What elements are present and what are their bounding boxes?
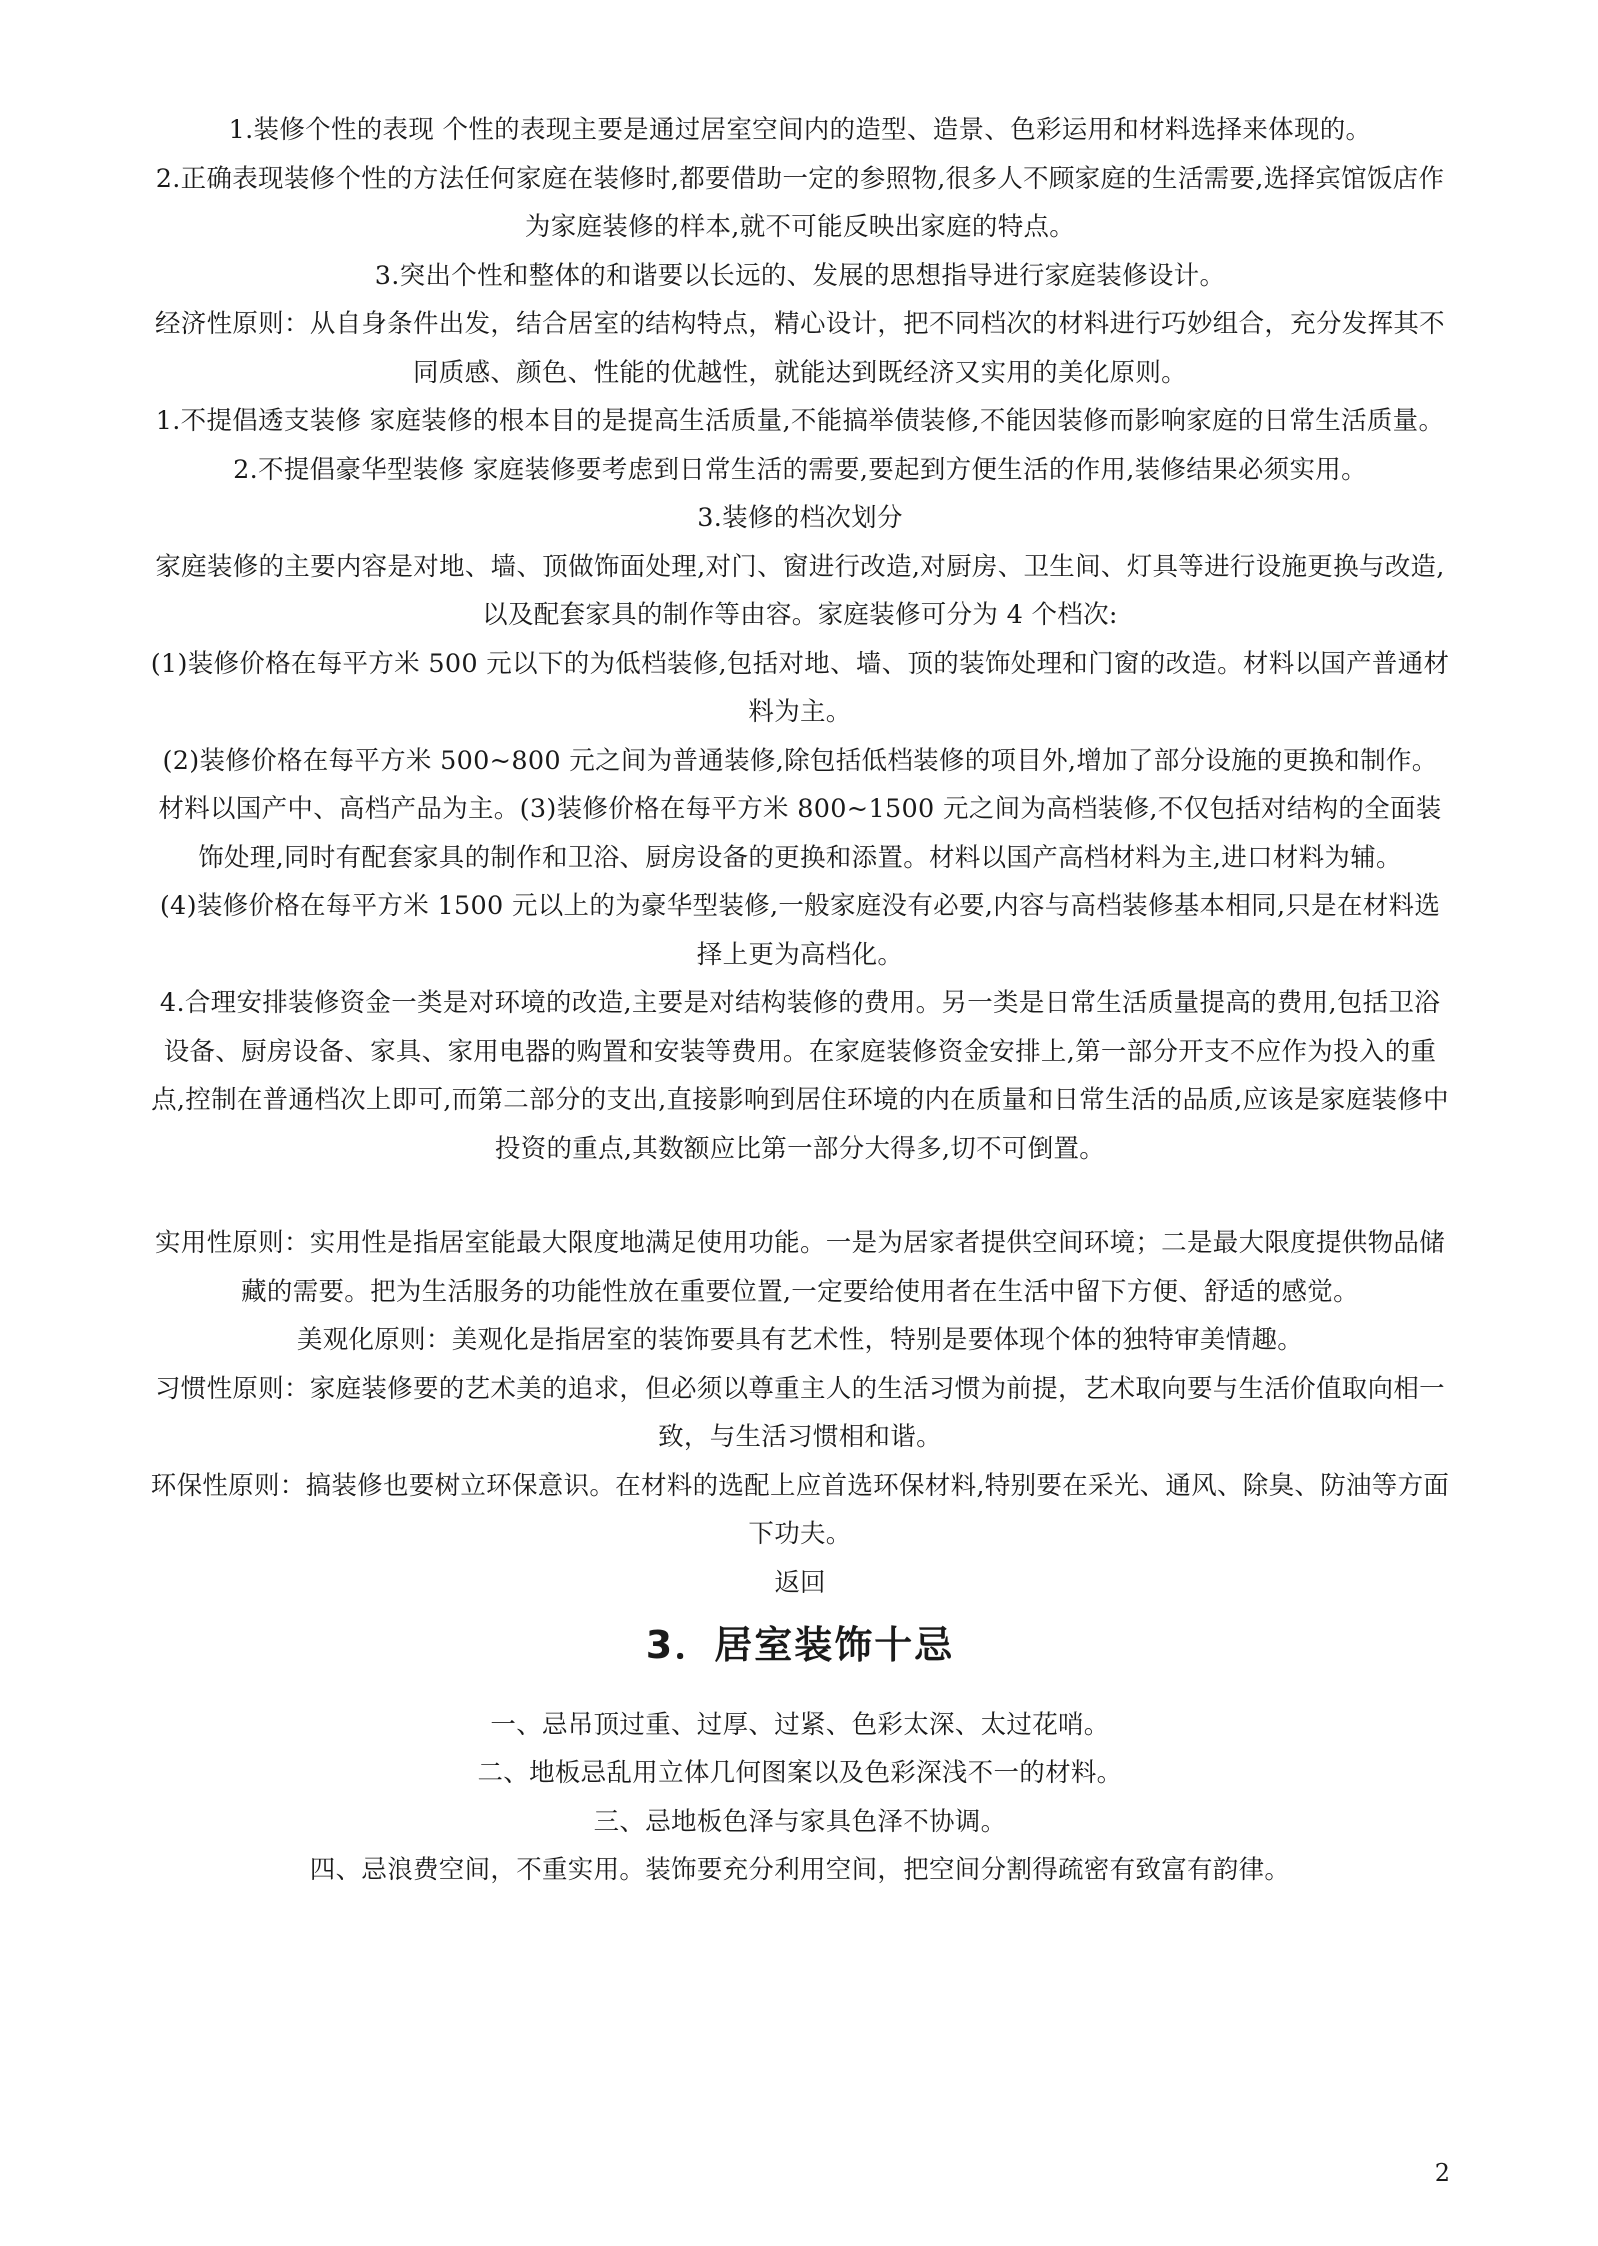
- paragraph-eco-principle: 环保性原则：搞装修也要树立环保意识。在材料的选配上应首选环保材料,特别要在采光、通风、除臭、防油等方面下功夫。: [150, 1470, 1450, 1549]
- taboo-item: 二、地板忌乱用立体几何图案以及色彩深浅不一的材料。: [477, 1758, 1123, 1788]
- paragraph-grade-intro: 家庭装修的主要内容是对地、墙、顶做饰面处理,对门、窗进行改造,对厨房、卫生间、灯具等进行设施更换与改造,以及配套家具的制作等由容。家庭装修可分为 4 个档次:: [155, 551, 1445, 630]
- paragraph-grade-luxury: (4)装修价格在每平方米 1500 元以上的为豪华型装修,一般家庭没有必要,内容与高档装修基本相同,只是在材料选择上更为高档化。: [159, 891, 1441, 970]
- paragraph-grade-low: (1)装修价格在每平方米 500 元以下的为低档装修,包括对地、墙、顶的装饰处理和门窗的改造。材料以国产普通材料为主。: [150, 648, 1450, 727]
- paragraph-budget-arrangement: 4.合理安排装修资金一类是对环境的改造,主要是对结构装修的费用。另一类是日常生活质量提高的费用,包括卫浴设备、厨房设备、家具、家用电器的购置和安装等费用。在家庭装修资金安排上,第一部分开支不应作为投入的重点,控制在普通档次上即可,而第二部分的支出,直接影响到居住环境的内在质量和日常生活的品质,应该是家庭装修中投资的重点,其数额应比第一部分大得多,切不可倒置。: [151, 988, 1449, 1164]
- paragraph-no-overdraft: 1.不提倡透支装修 家庭装修的根本目的是提高生活质量,不能搞举债装修,不能因装修而影响家庭的日常生活质量。: [155, 406, 1445, 436]
- paragraph-aesthetic-principle: 美观化原则：美观化是指居室的装饰要具有艺术性，特别是要体现个体的独特审美情趣。: [296, 1325, 1304, 1355]
- principles-section: [150, 1219, 1450, 1559]
- paragraph-personality-expression: 1.装修个性的表现 个性的表现主要是通过居室空间内的造型、造景、色彩运用和材料选择来体现的。: [228, 115, 1372, 145]
- taboo-list: [150, 1701, 1450, 1895]
- paragraph-habit-principle: 习惯性原则：家庭装修要的艺术美的追求，但必须以尊重主人的生活习惯为前提，艺术取向要与生活价值取向相一致，与生活习惯相和谐。: [154, 1373, 1445, 1452]
- section-title: 3．居室装饰十忌: [645, 1622, 955, 1667]
- paragraph-no-luxury: 2.不提倡豪华型装修 家庭装修要考虑到日常生活的需要,要起到方便生活的作用,装修结果必须实用。: [233, 454, 1367, 485]
- paragraph-practical-principle: 实用性原则：实用性是指居室能最大限度地满足使用功能。一是为居家者提供空间环境；二是最大限度提供物品储藏的需要。把为生活服务的功能性放在重要位置,一定要给使用者在生活中留下方便、舒适的感觉。: [154, 1228, 1445, 1307]
- top-section: [150, 106, 1450, 1173]
- taboo-item: 一、忌吊顶过重、过厚、过紧、色彩太深、太过花哨。: [490, 1709, 1110, 1740]
- paragraph-economy-principle: 经济性原则：从自身条件出发，结合居室的结构特点，精心设计，把不同档次的材料进行巧妙组合，充分发挥其不同质感、颜色、性能的优越性，就能达到既经济又实用的美化原则。: [154, 309, 1445, 388]
- taboo-item: 四、忌浪费空间，不重实用。装饰要充分利用空间，把空间分割得疏密有致富有韵律。: [309, 1855, 1291, 1885]
- paragraph-grade-heading: 3.装修的档次划分: [697, 503, 903, 533]
- paragraph-grade-normal-high: (2)装修价格在每平方米 500~800 元之间为普通装修,除包括低档装修的项目外,增加了部分设施的更换和制作。材料以国产中、高档产品为主。(3)装修价格在每平方米 800~1500 元之间为高档装修,不仅包括对结构的全面装饰处理,同时有配套家具的制作和卫浴、厨房设备的更换和添置。材料以国产高档材料为主,进口材料为辅。: [158, 745, 1442, 873]
- paragraph-personality-method: 2.正确表现装修个性的方法任何家庭在装修时,都要借助一定的参照物,很多人不顾家庭的生活需要,选择宾馆饭店作为家庭装修的样本,就不可能反映出家庭的特点。: [155, 163, 1445, 242]
- paragraph-gap: [150, 1173, 1450, 1219]
- paragraph-personality-harmony: 3.突出个性和整体的和谐要以长远的、发展的思想指导进行家庭装修设计。: [374, 260, 1226, 291]
- back-link[interactable]: 返回: [774, 1567, 826, 1598]
- taboo-item: 三、忌地板色泽与家具色泽不协调。: [593, 1806, 1007, 1837]
- page-number: 2: [1434, 2159, 1450, 2187]
- document-page: [150, 106, 1450, 1895]
